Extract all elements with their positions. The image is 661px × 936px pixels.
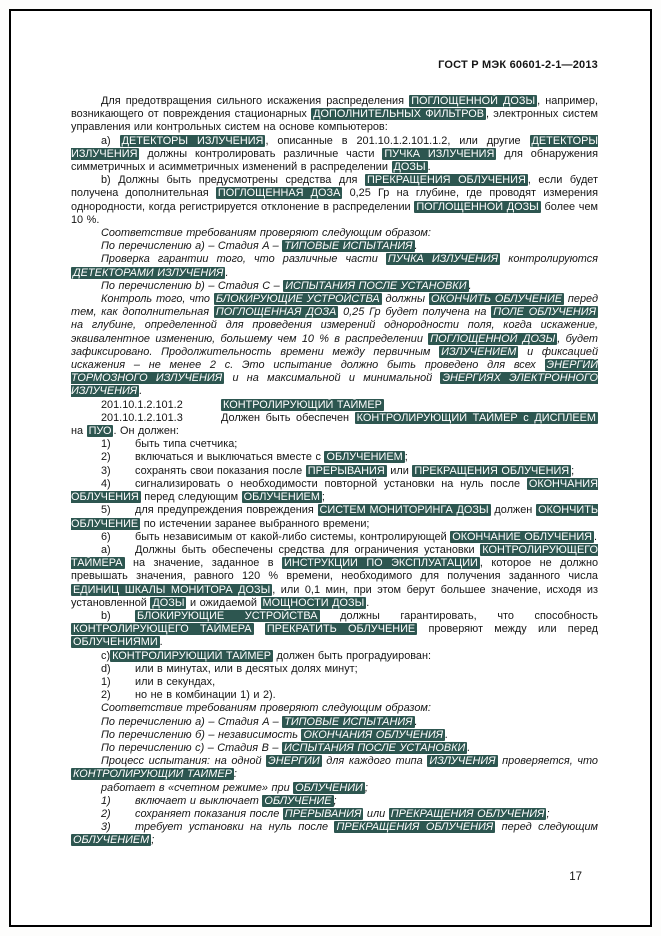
- highlighted-term: ПРЕКРАЩЕНИЯ ОБЛУЧЕНИЯ: [414, 464, 570, 477]
- highlighted-term: ОКОНЧИТЬ ОБЛУЧЕНИЕ: [430, 293, 562, 306]
- highlighted-term: ИСПЫТАНИЯ ПОСЛЕ УСТАНОВКИ: [285, 279, 467, 292]
- text-segment: ;: [151, 834, 155, 847]
- paragraph: [71, 610, 598, 650]
- text-segment: требует установки на нуль после: [135, 821, 335, 834]
- text-segment: но не в комбинации 1) и 2).: [135, 689, 276, 702]
- item-label: 1): [101, 675, 111, 688]
- highlighted-term: ИЗЛУЧЕНИЕМ: [441, 345, 517, 358]
- highlighted-term: ОБЛУЧЕНИЕ: [264, 794, 332, 807]
- text-segment: .: [225, 266, 229, 279]
- highlighted-term: ЭНЕРГИЯХ ЭЛЕКТРОННОГО ИЗЛУЧЕНИЯ: [71, 372, 598, 398]
- highlighted-term: ПОГЛОЩЕННОЙ ДОЗЫ: [430, 332, 556, 345]
- highlighted-term: ПОГЛОЩЕННОЙ ДОЗЫ: [411, 95, 536, 107]
- highlighted-term: ПРЕКРАЩЕНИЯ ОБЛУЧЕНИЯ: [390, 807, 545, 820]
- text-segment: должен быть проградуирован:: [272, 649, 432, 662]
- text-segment: , электронных систем управления или контрольных систем на основе компьютеров:: [71, 108, 598, 134]
- text-segment: контролируются: [500, 253, 598, 266]
- highlighted-term: ТИПОВЫЕ ИСПЫТАНИЯ: [284, 715, 413, 728]
- highlighted-term: ЕДИНИЦ ШКАЛЫ МОНИТОРА ДОЗЫ: [73, 583, 271, 596]
- text-segment: на глубине, определенной для проведения измерений однородности поля, когда искажение, эквивалентное изменению, большему чем 10 % в распределении: [71, 319, 598, 345]
- paragraph: [71, 663, 598, 676]
- paragraph: [71, 729, 598, 742]
- text-segment: на: [71, 425, 87, 438]
- text-segment: включает и выключает: [135, 794, 263, 807]
- text-segment: .: [594, 530, 598, 543]
- text-segment: должен: [490, 504, 537, 517]
- text-segment: для обнаружения симметричных и асимметричных изменений в распределении: [71, 147, 598, 174]
- text-segment: , которое не должно превышать значения, равного 120 % времени, необходимого для получения заданного числа: [71, 557, 599, 583]
- text-segment: [254, 623, 265, 635]
- highlighted-term: ПОГЛОЩЕННОЙ ДОЗЫ: [416, 200, 539, 213]
- text-segment: По перечислению c) – Стадия B –: [101, 741, 282, 754]
- highlighted-term: ИНСТРУКЦИИ ПО ЭКСПЛУАТАЦИИ: [284, 557, 478, 570]
- text-segment: или: [386, 464, 413, 477]
- highlighted-term: ДЕТЕКТОРАМИ ИЗЛУЧЕНИЯ: [73, 266, 224, 279]
- paragraph: [71, 399, 598, 412]
- highlighted-term: ДОЗЫ: [152, 596, 185, 609]
- highlighted-term: СИСТЕМ МОНИТОРИНГА ДОЗЫ: [319, 504, 489, 517]
- paragraph: [71, 782, 598, 795]
- text-segment: Соответствие требованиям проверяют следующим образом:: [101, 227, 431, 240]
- text-segment: Должен быть обеспечен: [221, 411, 355, 424]
- highlighted-term: ОБЛУЧЕНИИ: [295, 781, 363, 794]
- text-segment: должны гарантировать, что способность: [319, 609, 598, 622]
- highlighted-term: ДОЗЫ: [393, 161, 426, 174]
- text-segment: и фиксацией искажения – не менее 2 с. Это испытание должно быть проведено для всех: [71, 345, 599, 372]
- paragraph: [71, 280, 598, 293]
- text-segment: 0,25 Гр будет получена на: [338, 306, 492, 319]
- highlighted-term: ОКОНЧАНИЕ ОБЛУЧЕНИЯ: [452, 530, 593, 543]
- text-segment: Для предотвращения сильного искажения распределения: [101, 95, 410, 107]
- item-label: b): [101, 609, 111, 622]
- paragraph: [71, 253, 598, 279]
- item-label: 3): [101, 821, 111, 834]
- text-segment: быть независимым от какой-либо системы, контролирующей: [135, 530, 451, 543]
- paragraph: [71, 135, 598, 175]
- highlighted-term: КОНТРОЛИРУЮЩИЙ ТАЙМЕР: [223, 398, 382, 411]
- item-label: 5): [101, 504, 111, 517]
- text-segment: По перечислению a) – Стадия A –: [101, 240, 283, 253]
- text-segment: и на максимальной и минимальной: [224, 372, 441, 385]
- text-segment: сохранять свои показания после: [135, 464, 306, 477]
- highlighted-term: КОНТРОЛИРУЮЩИЙ ТАЙМЕР: [112, 649, 271, 662]
- paragraph: [71, 293, 598, 399]
- highlighted-term: КОНТРОЛИРУЮЩЕГО ТАЙМЕРА: [71, 543, 598, 570]
- paragraph: [71, 174, 598, 227]
- text-segment: .: [468, 279, 472, 292]
- document-body: [71, 95, 598, 848]
- text-segment: . Он должен:: [113, 425, 179, 438]
- text-segment: ;: [321, 491, 325, 504]
- text-segment: Проверка гарантии того, что различные части: [101, 253, 386, 266]
- text-segment: , или 0,1 мин, при этом берут большее значение, исходя из установленной: [71, 583, 598, 609]
- highlighted-term: КОНТРОЛИРУЮЩИЙ ТАЙМЕР с ДИСПЛЕЕМ: [356, 411, 597, 424]
- text-segment: Соответствие требованиям проверяют следующим образом:: [101, 702, 431, 715]
- text-segment: для каждого типа: [321, 755, 428, 768]
- paragraph: [71, 676, 598, 689]
- text-segment: ;: [333, 794, 337, 807]
- highlighted-term: ПРЕКРАЩЕНИЯ ОБЛУЧЕНИЯ: [367, 174, 526, 187]
- item-label: 2): [101, 689, 111, 702]
- text-segment: .: [445, 728, 449, 741]
- highlighted-term: ОКОНЧАНИЯ ОБЛУЧЕНИЯ: [303, 728, 444, 741]
- highlighted-term: ДЕТЕКТОРЫ ИЗЛУЧЕНИЯ: [121, 134, 264, 147]
- standard-number: ГОСТ Р МЭК 60601-2-1—2013: [438, 59, 598, 71]
- text-segment: более чем 10 %.: [71, 200, 598, 226]
- paragraph: [71, 544, 598, 610]
- highlighted-term: КОНТРОЛИРУЮЩЕГО ТАЙМЕРА: [73, 623, 252, 636]
- text-segment: сохраняет показания после: [135, 807, 283, 820]
- highlighted-term: ПРЕРЫВАНИЯ: [307, 464, 385, 477]
- text-segment: Контроль того, что: [101, 293, 214, 306]
- highlighted-term: ТИПОВЫЕ ИСПЫТАНИЯ: [284, 240, 413, 253]
- highlighted-term: ИСПЫТАНИЯ ПОСЛЕ УСТАНОВКИ: [283, 741, 466, 754]
- paragraph: [71, 240, 598, 253]
- text-segment: перед следующим: [140, 491, 242, 504]
- text-segment: быть типа счетчика;: [135, 438, 238, 451]
- text-segment: , описанные в 201.10.1.2.101.1.2, или другие: [265, 134, 530, 147]
- highlighted-term: ПРЕРЫВАНИЯ: [284, 807, 362, 820]
- page-footer: [569, 871, 582, 883]
- highlighted-term: ПРЕКРАТИТЬ ОБЛУЧЕНИЕ: [266, 623, 416, 636]
- item-label: 1): [101, 438, 111, 451]
- text-segment: .: [139, 385, 143, 398]
- text-segment: Процесс испытания: на одной: [101, 755, 267, 768]
- highlighted-term: ПОЛЕ ОБЛУЧЕНИЯ: [493, 306, 597, 319]
- paragraph: [71, 742, 598, 755]
- highlighted-term: ДОПОЛНИТЕЛЬНЫХ ФИЛЬТРОВ: [313, 108, 484, 121]
- text-segment: .: [414, 240, 418, 253]
- highlighted-term: ПУО: [88, 425, 112, 438]
- page-number: 17: [569, 871, 582, 883]
- highlighted-term: ОКОНЧИТЬ ОБЛУЧЕНИЕ: [71, 504, 598, 530]
- text-segment: ;: [546, 807, 550, 820]
- text-segment: :: [233, 768, 237, 781]
- text-segment: , например, возникающего от повреждения стационарных: [71, 95, 599, 121]
- text-segment: ;: [364, 781, 368, 794]
- paragraph: [71, 702, 598, 715]
- paragraph: [71, 451, 598, 464]
- highlighted-term: КОНТРОЛИРУЮЩИЙ ТАЙМЕР: [73, 768, 232, 781]
- text-segment: ;: [404, 451, 408, 464]
- item-label: 201.10.1.2.101.3: [101, 411, 183, 424]
- highlighted-term: ОБЛУЧЕНИЕМ: [326, 451, 403, 464]
- text-segment: a): [101, 134, 120, 147]
- paragraph: [71, 808, 598, 821]
- paragraph: [71, 227, 598, 240]
- text-segment: на значение, заданное в: [124, 557, 283, 570]
- text-segment: или в минутах, или в десятых долях минут;: [135, 662, 358, 675]
- highlighted-term: ОБЛУЧЕНИЯМИ: [73, 636, 158, 649]
- paragraph: [71, 821, 598, 847]
- text-segment: .: [159, 636, 163, 649]
- text-segment: по истечении заранее выбранного времени;: [140, 517, 370, 530]
- highlighted-term: ОБЛУЧЕНИЕМ: [243, 491, 320, 504]
- text-segment: сигнализировать о необходимости повторной установки на нуль после: [135, 477, 527, 490]
- text-segment: .: [414, 715, 418, 728]
- paragraph: [71, 504, 598, 530]
- text-segment: или: [363, 807, 389, 820]
- text-segment: , будет зафиксировано. Продолжительность времени между первичным: [71, 332, 598, 358]
- highlighted-term: ПОГЛОЩЕННАЯ ДОЗА: [215, 306, 337, 319]
- text-segment: работает в «счетном режиме» при: [101, 781, 294, 794]
- document-header: [71, 59, 598, 71]
- highlighted-term: ОБЛУЧЕНИЕМ: [73, 834, 150, 847]
- paragraph: [71, 531, 598, 544]
- text-segment: .: [366, 596, 370, 609]
- text-segment: и ожидаемой: [186, 596, 261, 609]
- text-segment: Должны быть обеспечены средства для ограничения установки: [135, 543, 481, 556]
- text-segment: или в секундах,: [135, 675, 216, 688]
- text-segment: должны: [381, 293, 429, 306]
- paragraph: [71, 95, 598, 135]
- page-border: [9, 9, 652, 927]
- item-label: 2): [101, 451, 111, 464]
- text-segment: По перечислению б) – независимость: [101, 728, 302, 741]
- item-label: a): [101, 543, 111, 556]
- paragraph: [71, 412, 598, 438]
- item-label: 6): [101, 530, 111, 543]
- highlighted-term: МОЩНОСТИ ДОЗЫ: [262, 596, 365, 609]
- text-segment: перед тем, как дополнительная: [71, 293, 598, 319]
- text-segment: должны контролировать различные части: [139, 147, 383, 160]
- paragraph: [71, 716, 598, 729]
- item-label: 3): [101, 464, 111, 477]
- text-segment: перед следующим: [495, 821, 598, 834]
- text-segment: включаться и выключаться вместе с: [135, 451, 325, 464]
- paragraph: [71, 465, 598, 478]
- highlighted-term: ЭНЕРГИЙ ТОРМОЗНОГО ИЗЛУЧЕНИЯ: [71, 359, 598, 385]
- paragraph: [71, 795, 598, 808]
- paragraph: [71, 478, 598, 504]
- text-segment: .: [467, 741, 471, 754]
- highlighted-term: ОКОНЧАНИЯ ОБЛУЧЕНИЯ: [71, 477, 598, 504]
- paragraph: [71, 755, 598, 781]
- highlighted-term: ПОГЛОЩЕННАЯ ДОЗА: [217, 187, 341, 200]
- highlighted-term: ПРЕКРАЩЕНИЯ ОБЛУЧЕНИЯ: [336, 821, 494, 834]
- text-segment: c): [101, 649, 111, 662]
- text-segment: проверяется, что: [497, 755, 598, 768]
- highlighted-term: ЭНЕРГИИ: [268, 755, 320, 768]
- text-segment: По перечислению b) – Стадия C –: [101, 279, 284, 292]
- paragraph: [71, 438, 598, 451]
- item-label: 2): [101, 807, 111, 820]
- highlighted-term: БЛОКИРУЮЩИЕ УСТРОЙСТВА: [215, 293, 380, 306]
- text-segment: , если будет получена дополнительная: [71, 174, 598, 200]
- highlighted-term: ПУЧКА ИЗЛУЧЕНИЯ: [384, 147, 495, 160]
- highlighted-term: БЛОКИРУЮЩИЕ УСТРОЙСТВА: [137, 609, 318, 622]
- text-segment: ;: [571, 464, 575, 477]
- item-label: 201.10.1.2.101.2: [101, 398, 183, 411]
- text-segment: .: [427, 161, 431, 174]
- text-segment: проверяют между или перед: [417, 623, 598, 636]
- item-label: 4): [101, 477, 111, 490]
- paragraph: [71, 650, 598, 663]
- item-label: 1): [101, 794, 111, 807]
- text-segment: 0,25 Гр на глубине, где проводят измерения однородности, когда регистрируется отклонение в распределении: [71, 187, 599, 213]
- highlighted-term: ПУЧКА ИЗЛУЧЕНИЯ: [387, 253, 499, 266]
- item-label: d): [101, 662, 111, 675]
- text-segment: По перечислению a) – Стадия A –: [101, 715, 283, 728]
- text-segment: b) Должны быть предусмотрены средства для: [101, 174, 365, 187]
- highlighted-term: ИЗЛУЧЕНИЯ: [429, 755, 496, 768]
- highlighted-term: ДЕТЕКТОРЫ ИЗЛУЧЕНИЯ: [71, 134, 598, 160]
- text-segment: для предупреждения повреждения: [135, 504, 318, 517]
- paragraph: [71, 689, 598, 702]
